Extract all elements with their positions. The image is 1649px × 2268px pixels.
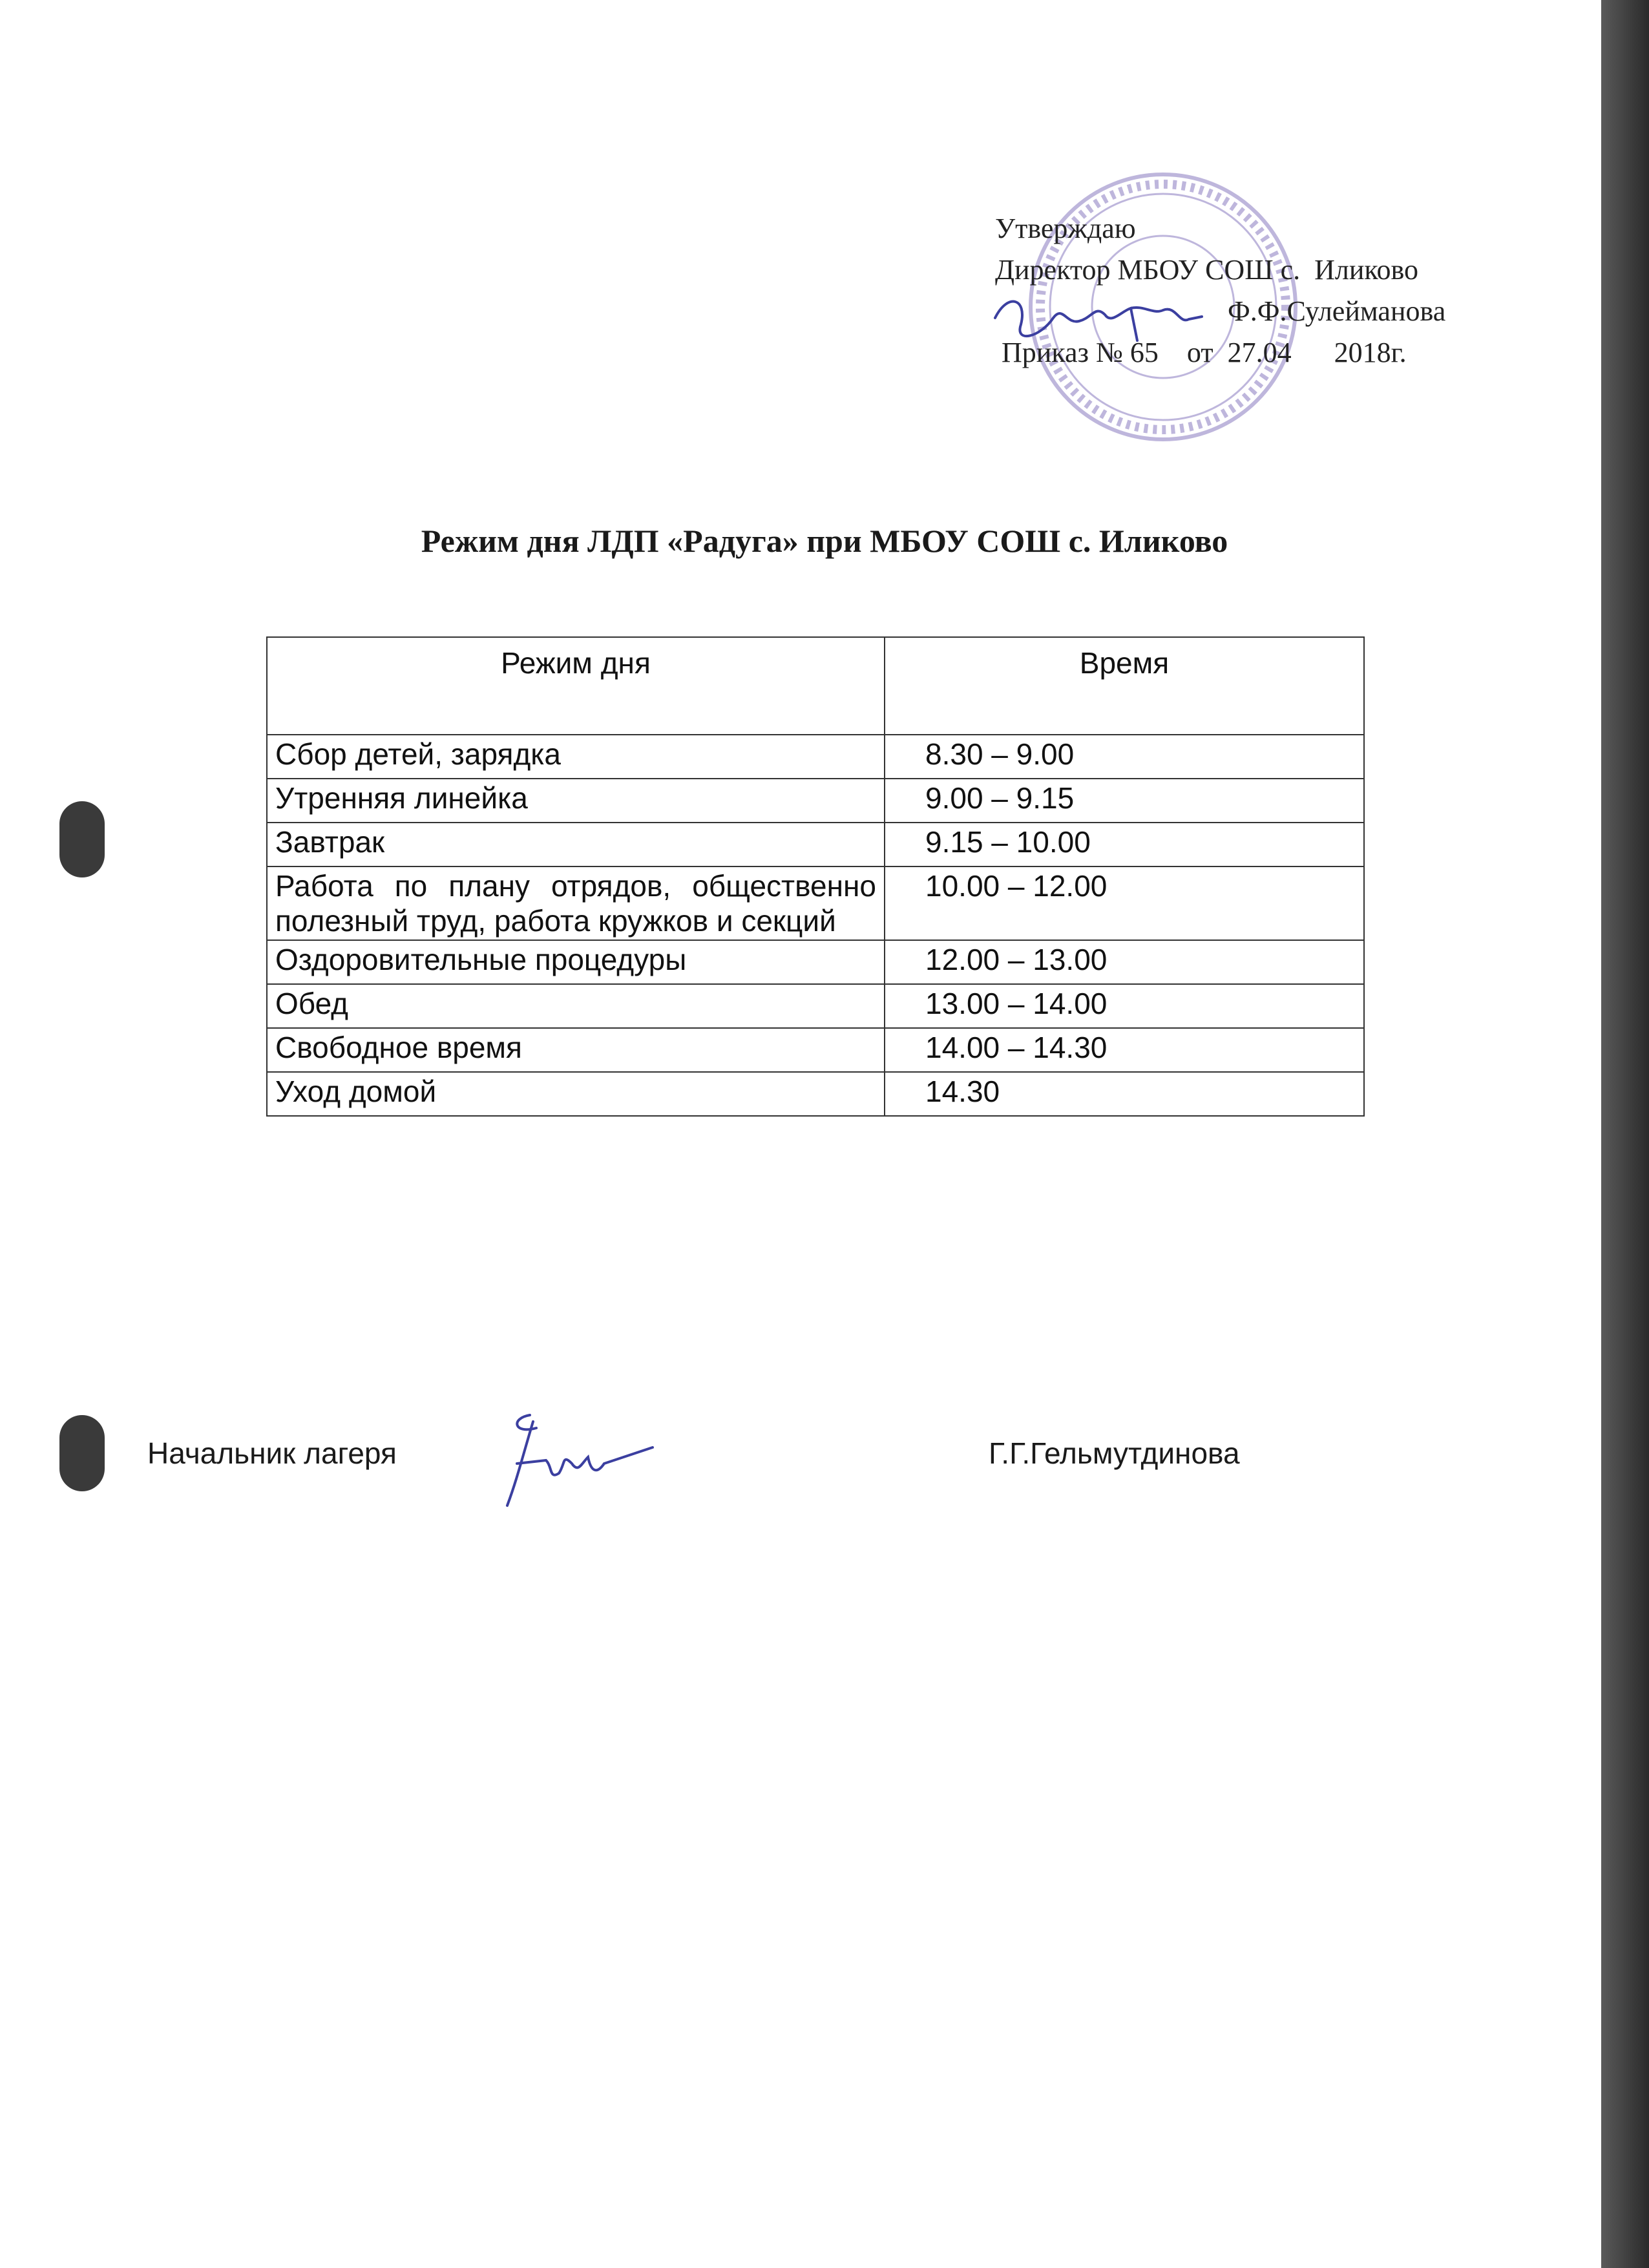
table-row [267, 735, 1364, 779]
activity-cell: Утренняя линейка [267, 779, 885, 823]
time-cell: 9.15 – 10.00 [885, 823, 1364, 866]
activity-cell: Работа по плану отрядов, общественно полезный труд, работа кружков и секций [267, 866, 885, 940]
time-cell: 13.00 – 14.00 [885, 984, 1364, 1028]
activity-cell: Завтрак [267, 823, 885, 866]
time-cell: 14.00 – 14.30 [885, 1028, 1364, 1072]
activity-cell: Сбор детей, зарядка [267, 735, 885, 779]
punch-hole-bottom [59, 1415, 105, 1491]
activity-cell: Уход домой [267, 1072, 885, 1116]
punch-hole-top [59, 801, 105, 877]
time-cell: 8.30 – 9.00 [885, 735, 1364, 779]
table-row [267, 940, 1364, 984]
director-signature [982, 279, 1215, 357]
table-row [267, 866, 1364, 940]
camp-head-label: Начальник лагеря [147, 1436, 397, 1470]
camp-head-signature [485, 1402, 659, 1512]
schedule-table [266, 636, 1365, 1117]
page-title: Режим дня ЛДП «Радуга» при МБОУ СОШ с. Иликово [421, 523, 1228, 559]
camp-head-name: Г.Г.Гельмутдинова [989, 1436, 1240, 1470]
time-cell: 14.30 [885, 1072, 1364, 1116]
table-row [267, 823, 1364, 866]
column-header-activity: Режим дня [267, 637, 885, 735]
table-row [267, 984, 1364, 1028]
approval-heading: Утверждаю [995, 213, 1136, 244]
approval-director-name: Ф.Ф.Сулейманова [1228, 295, 1446, 327]
approval-order: Приказ № 65 от 27.04 2018г. [1002, 337, 1407, 368]
approval-position: Директор МБОУ СОШ с. Иликово [995, 254, 1419, 286]
time-cell: 9.00 – 9.15 [885, 779, 1364, 823]
activity-cell: Свободное время [267, 1028, 885, 1072]
activity-cell: Оздоровительные процедуры [267, 940, 885, 984]
time-cell: 10.00 – 12.00 [885, 866, 1364, 940]
column-header-time: Время [885, 637, 1364, 735]
scan-edge [1601, 0, 1649, 2268]
table-row [267, 1072, 1364, 1116]
activity-cell: Обед [267, 984, 885, 1028]
table-row [267, 779, 1364, 823]
table-row [267, 1028, 1364, 1072]
time-cell: 12.00 – 13.00 [885, 940, 1364, 984]
